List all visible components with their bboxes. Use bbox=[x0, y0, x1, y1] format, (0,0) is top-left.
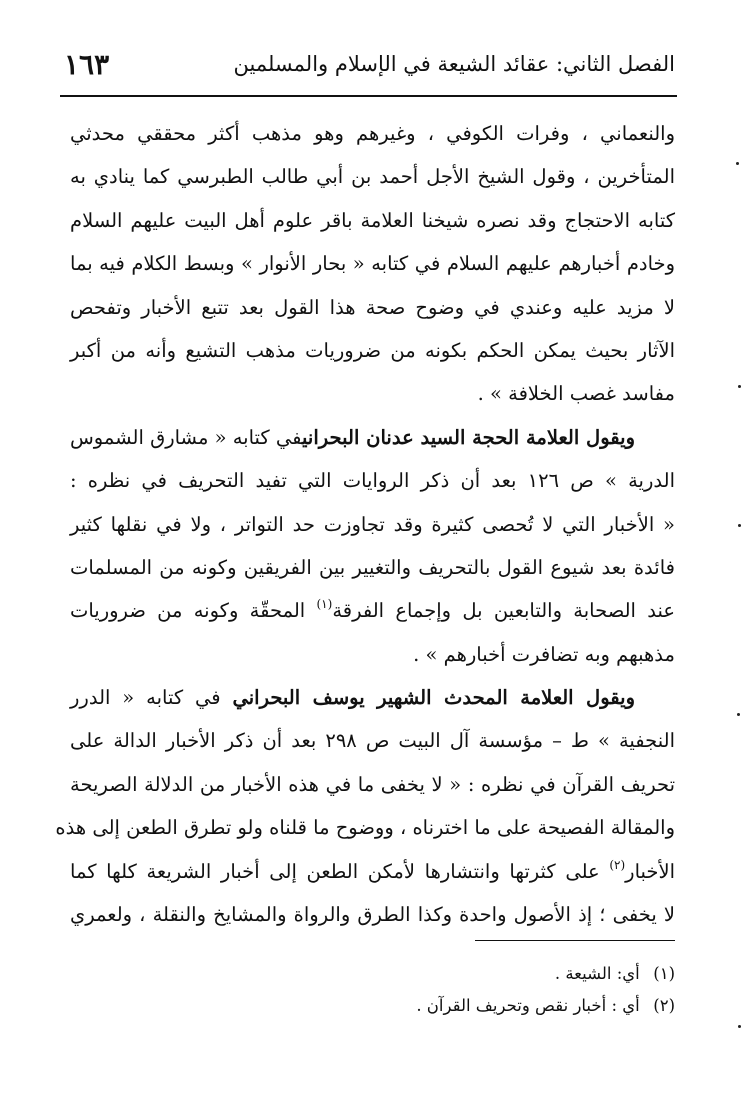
text-line bbox=[70, 199, 675, 242]
text-run: النجفية » ط – مؤسسة آل البيت ص ٢٩٨ بعد أن ذكر الأخبار الدالة على bbox=[70, 729, 675, 753]
scan-speck bbox=[737, 713, 740, 716]
text-line bbox=[70, 763, 675, 806]
text-run: الأخبار bbox=[625, 859, 675, 883]
text-line bbox=[70, 329, 675, 372]
text-line bbox=[70, 893, 675, 936]
text-run: فائدة بعد شيوع القول بالتحريف والتغيير بين الفريقين وكونه من المسلمات bbox=[70, 555, 675, 579]
text-line bbox=[70, 112, 675, 155]
chapter-title: الفصل الثاني: عقائد الشيعة في الإسلام والمسلمين bbox=[233, 52, 675, 76]
scan-speck bbox=[738, 524, 741, 527]
text-line bbox=[70, 546, 675, 589]
bold-phrase: ويقول العلامة الحجة السيد عدنان البحراني bbox=[302, 425, 635, 449]
text-run: « الأخبار التي لا تُحصى كثيرة وقد تجاوزت حد التواتر ، ولا في نقلها كثير bbox=[70, 512, 675, 536]
scan-speck bbox=[738, 1025, 741, 1028]
footnote-rule bbox=[475, 940, 675, 941]
text-run: والمقالة الفصيحة على ما اخترناه ، ووضوح ما قلناه ولو تطرق الطعن إلى هذه bbox=[55, 816, 675, 840]
scan-speck bbox=[738, 385, 741, 388]
text-line bbox=[70, 719, 675, 762]
text-run: كتابه الاحتجاج وقد نصره شيخنا العلامة باقر علوم أهل البيت عليهم السلام bbox=[70, 208, 675, 232]
text-line bbox=[55, 806, 675, 849]
text-run: في كتابه « الدرر bbox=[70, 686, 233, 710]
text-line bbox=[70, 286, 675, 329]
text-line bbox=[70, 242, 675, 285]
footnote bbox=[75, 958, 675, 990]
text-run: لا مزيد عليه وعندي في وضوح صحة هذا القول بعد تتبع الأخبار وتفحص bbox=[70, 295, 675, 319]
text-run: مذهبهم وبه تضافرت أخبارهم » . bbox=[413, 642, 675, 666]
text-run: في كتابه « مشارق الشموس bbox=[69, 425, 303, 449]
text-line bbox=[70, 155, 675, 198]
text-run: مفاسد غصب الخلافة » . bbox=[477, 382, 675, 406]
footnote-text: أي : أخبار نقص وتحريف القرآن . bbox=[416, 996, 645, 1015]
text-run: لا يخفى ؛ إذ الأصول واحدة وكذا الطرق والرواة والمشايخ والنقلة ، ولعمري bbox=[70, 903, 675, 927]
text-run: عند الصحابة والتابعين بل وإجماع الفرقة bbox=[332, 599, 675, 623]
scan-speck bbox=[736, 162, 739, 165]
text-line bbox=[70, 850, 675, 893]
text-run: والنعماني ، وفرات الكوفي ، وغيرهم وهو مذهب أكثر محققي محدثي bbox=[70, 122, 675, 145]
text-line bbox=[70, 503, 675, 546]
text-run: المتأخرين ، وقول الشيخ الأجل أحمد بن أبي طالب الطبرسي كما ينادي به bbox=[70, 165, 675, 189]
footnote-marker: (٢) bbox=[609, 857, 626, 872]
text-line bbox=[70, 633, 675, 676]
text-run: تحريف القرآن في نظره : « لا يخفى ما في هذه الأخبار من الدلالة الصريحة bbox=[70, 772, 675, 796]
text-line bbox=[70, 372, 675, 415]
text-run: الآثار بحيث يمكن الحكم بكونه من ضروريات مذهب التشيع وأنه من أكبر bbox=[70, 338, 675, 362]
header-rule bbox=[60, 95, 677, 97]
text-line bbox=[70, 589, 675, 632]
footnote-marker: (١) bbox=[316, 597, 333, 612]
text-line bbox=[70, 459, 675, 502]
footnote-number: (٢) bbox=[653, 996, 675, 1015]
text-run: على كثرتها وانتشارها لأمكن الطعن إلى أخبار الشريعة كلها كما bbox=[70, 859, 610, 883]
text-run: وخادم أخبارهم عليهم السلام في كتابه « بحار الأنوار » وبسط الكلام فيه بما bbox=[70, 252, 675, 276]
text-line bbox=[70, 416, 675, 459]
page-number: ١٦٣ bbox=[64, 48, 110, 81]
body-text bbox=[55, 112, 675, 936]
footnote bbox=[75, 990, 675, 1022]
bold-phrase: ويقول العلامة المحدث الشهير يوسف البحراني bbox=[232, 686, 636, 710]
footnote-number: (١) bbox=[653, 964, 675, 983]
running-header bbox=[60, 46, 675, 94]
text-line bbox=[70, 676, 675, 719]
text-run: الدرية » ص ١٢٦ بعد أن ذكر الروايات التي تفيد التحريف في نظره : bbox=[70, 469, 675, 493]
text-run: المحقّة وكونه من ضروريات bbox=[70, 599, 317, 623]
footnotes bbox=[75, 958, 675, 1022]
footnote-text: أي: الشيعة . bbox=[554, 964, 645, 983]
